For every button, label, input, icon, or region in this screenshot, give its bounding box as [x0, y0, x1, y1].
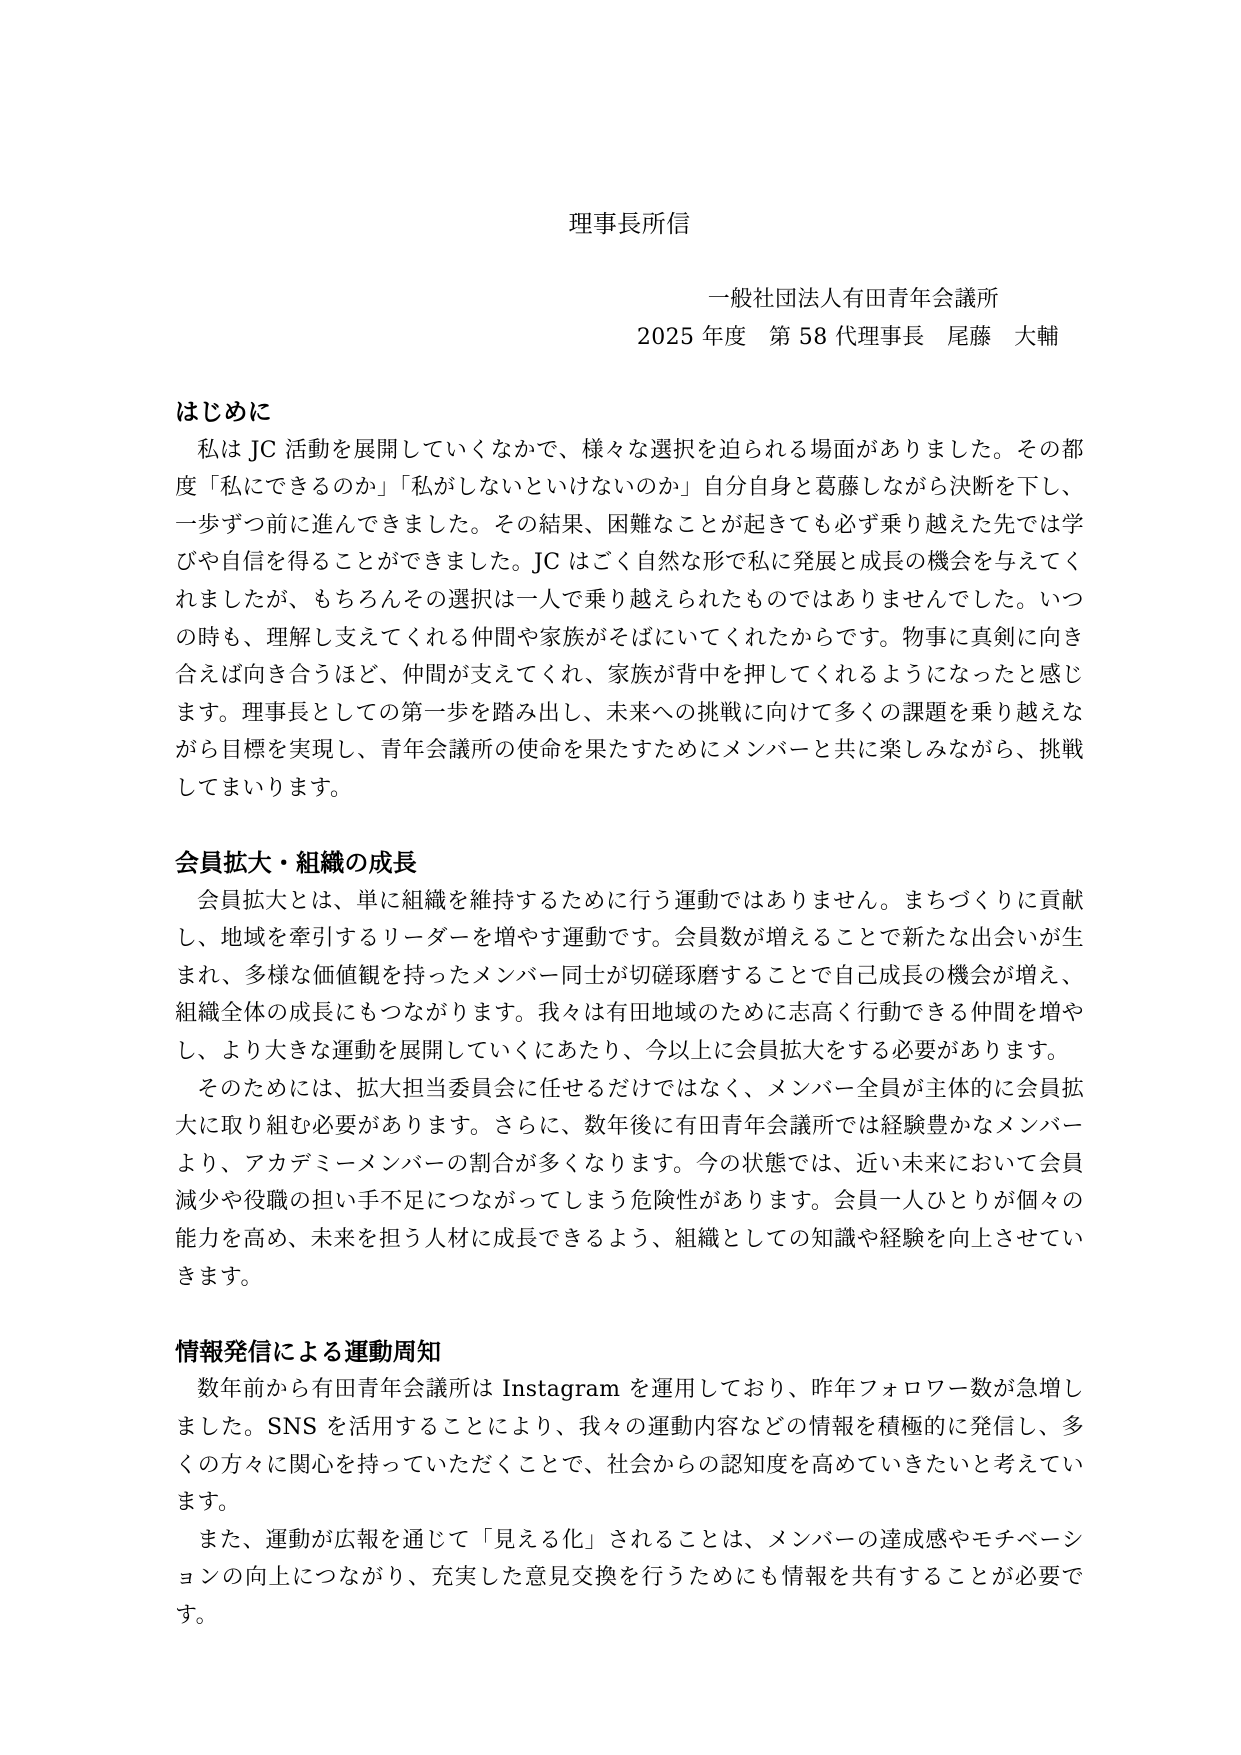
paragraph-public-relations-1: 数年前から有田青年会議所は Instagram を運用しており、昨年フォロワー数が急増しました。SNS を活用することにより、我々の運動内容などの情報を積極的に発信し、多くの方々に関心を持っていただくことで、社会からの認知度を高めていきたいと考えています。: [175, 1377, 1084, 1516]
section-heading-membership-growth: 会員拡大・組織の成長: [175, 850, 417, 878]
paragraph-introduction: 私は JC 活動を展開していくなかで、様々な選択を迫られる場面がありました。その都度「私にできるのか」「私がしないといけないのか」自分自身と葛藤しながら決断を下し、一歩ずつ前に進んできました。その結果、困難なことが起きても必ず乗り越えた先では学びや自信を得ることができました。JC はごく自然な形で私に発展と成長の機会を与えてくれましたが、もちろんその選択は一人で乗り越えられたものではありませんでした。いつの時も、理解し支えてくれる仲間や家族がそばにいてくれたからです。物事に真剣に向き合えば向き合うほど、仲間が支えてくれ、家族が背中を押してくれるようになったと感じます。理事長としての第一歩を踏み出し、未来への挑戦に向けて多くの課題を乗り越えながら目標を実現し、青年会議所の使命を果たすためにメンバーと共に楽しみながら、挑戦してまいります。: [175, 437, 1084, 801]
document-title: 理事長所信: [568, 210, 691, 238]
byline-organization: 一般社団法人有田青年会議所: [707, 287, 999, 313]
blank-line: [175, 808, 1084, 846]
paragraph-public-relations-2: また、運動が広報を通じて「見える化」されることは、メンバーの達成感やモチベーションの向上につながり、充実した意見交換を行うためにも情報を共有することが必要です。: [175, 1527, 1084, 1628]
byline-chairman: 2025 年度 第 58 代理事長 尾藤 大輔: [636, 324, 1059, 350]
section-heading-introduction: はじめに: [175, 398, 272, 426]
paragraph-membership-growth-2: そのためには、拡大担当委員会に任せるだけではなく、メンバー全員が主体的に会員拡大に取り組む必要があります。さらに、数年後に有田青年会議所では経験豊かなメンバーより、アカデミーメンバーの割合が多くなります。今の状態では、近い未来において会員減少や役職の担い手不足につながってしまう危険性があります。会員一人ひとりが個々の能力を高め、未来を担う人材に成長できるよう、組織としての知識や経験を向上させていきます。: [175, 1076, 1084, 1290]
blank-line: [175, 356, 1084, 394]
section-heading-public-relations: 情報発信による運動周知: [175, 1338, 442, 1366]
blank-line: [175, 1296, 1084, 1334]
blank-line: [175, 244, 1084, 282]
paragraph-membership-growth-1: 会員拡大とは、単に組織を維持するために行う運動ではありません。まちづくりに貢献し、地域を牽引するリーダーを増やす運動です。会員数が増えることで新たな出会いが生まれ、多様な価値観を持ったメンバー同士が切磋琢磨することで自己成長の機会が増え、組織全体の成長にもつながります。我々は有田地域のために志高く行動できる仲間を増やし、より大きな運動を展開していくにあたり、今以上に会員拡大をする必要があります。: [175, 888, 1084, 1065]
